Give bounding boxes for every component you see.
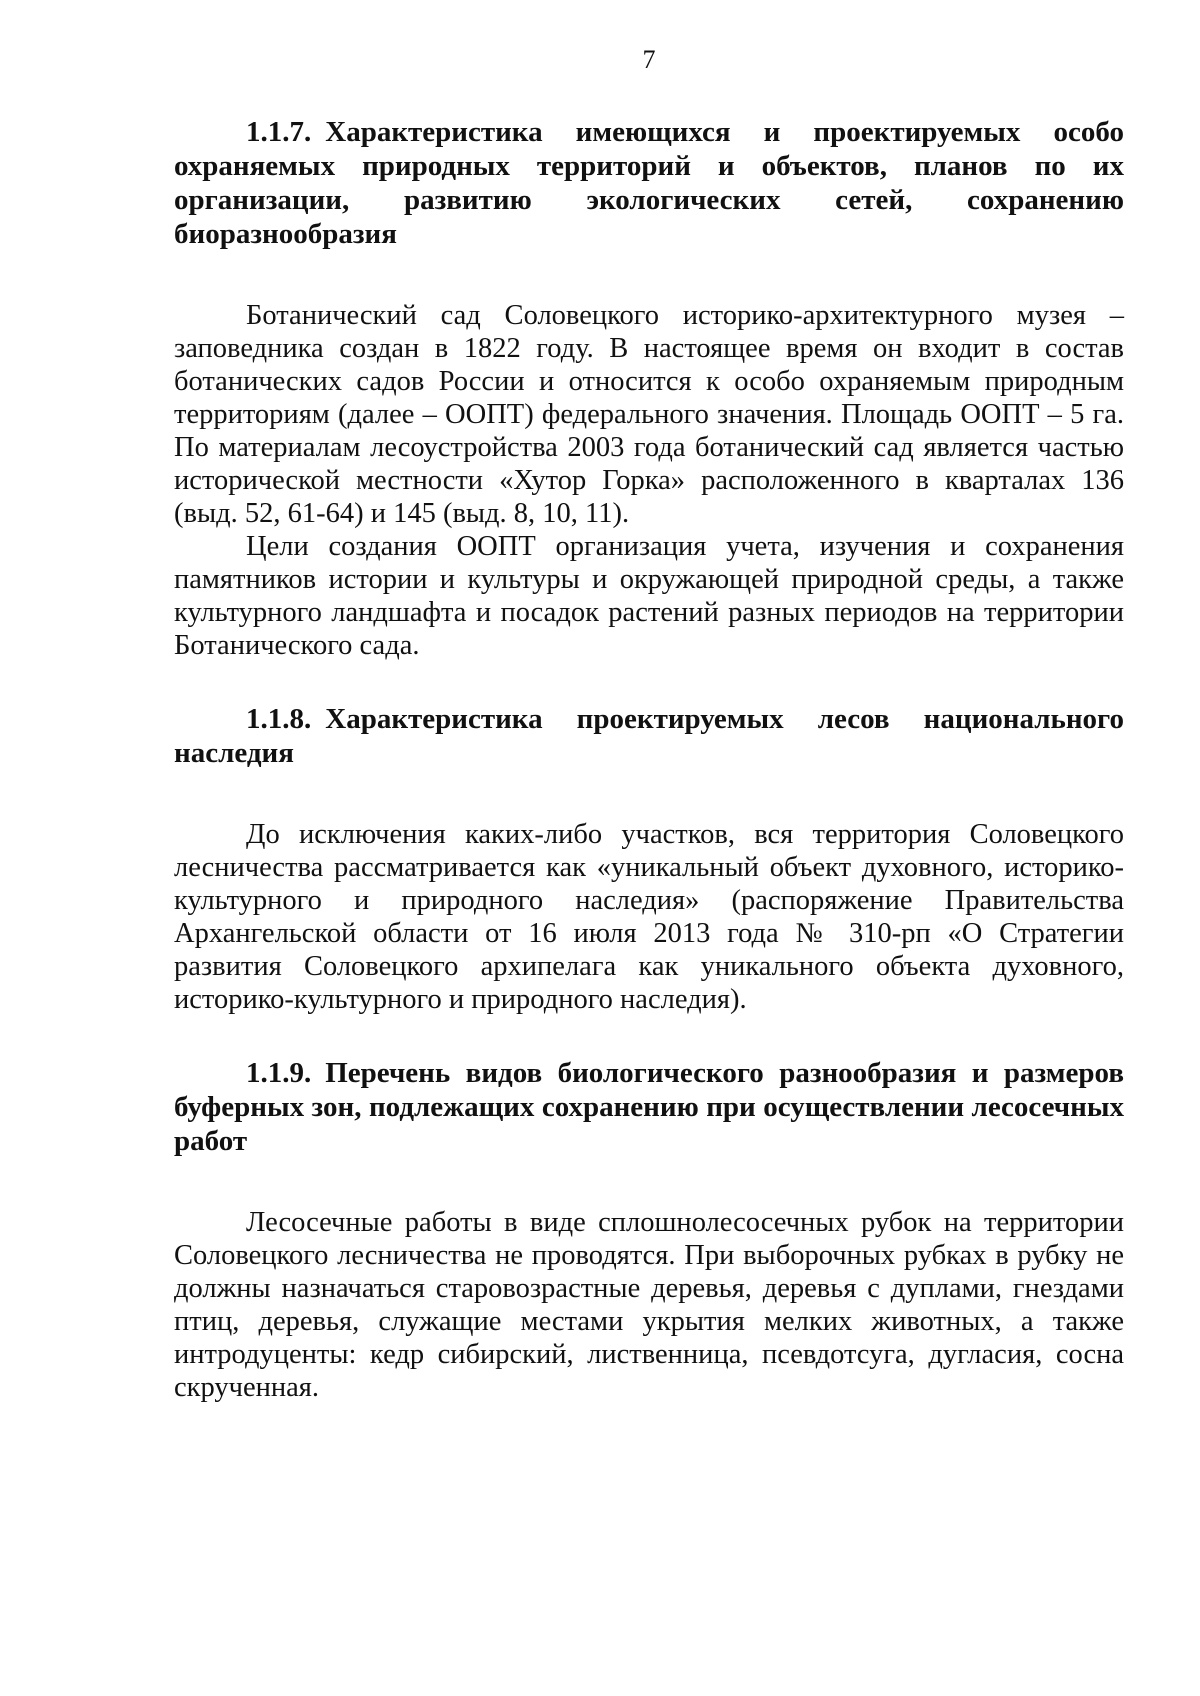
section-number: 1.1.7. [246,116,312,148]
document-content [174,115,1124,1404]
paragraph: Лесосечные работы в виде сплошнолесосечных рубок на территории Соловецкого лесничества не проводятся. При выборочных рубках в рубку не должны назначаться старовозрастные деревья, деревья с дуплами, гнездами птиц, деревья, служащие местами укрытия мелких животных, а также интродуценты: кедр сибирский, лиственница, псевдотсуга, дугласия, сосна скрученная. [174,1207,1124,1403]
paragraph: Ботанический сад Соловецкого историко-архитектурного музея – заповедника создан в 1822 году. В настоящее время он входит в состав ботанических садов России и относится к особо охраняемым природным территориям (далее – ООПТ) федерального значения. Площадь ООПТ – 5 га. По материалам лесоустройства 2003 года ботанический сад является частью исторической местности «Хутор Горка» расположенного в кварталах 136 (выд. 52, 61-64) и 145 (выд. 8, 10, 11). [174,300,1124,529]
section-1-1-9 [174,1056,1124,1404]
section-title: Характеристика имеющихся и проектируемых особо охраняемых природных территорий и объектов, планов по их организации, развитию экологических сетей, сохранению биоразнообразия [174,116,1124,250]
section-number: 1.1.8. [246,703,312,735]
paragraph: Цели создания ООПТ организация учета, изучения и сохранения памятников истории и культуры и окружающей природной среды, а также культурного ландшафта и посадок растений разных периодов на территории Ботанического сада. [174,531,1124,661]
section-heading [174,702,1124,770]
paragraph: До исключения каких-либо участков, вся территория Соловецкого лесничества рассматривается как «уникальный объект духовного, историко-культурного и природного наследия» (распоряжение Правительства Архангельской области от 16 июля 2013 года № 310-рп «О Стратегии развития Соловецкого архипелага как уникального объекта духовного, историко-культурного и природного наследия). [174,819,1124,1015]
section-1-1-7 [174,115,1124,662]
section-title: Характеристика проектируемых лесов национального наследия [174,703,1124,769]
section-heading [174,115,1124,251]
section-number: 1.1.9. [246,1057,312,1089]
section-title: Перечень видов биологического разнообразия и размеров буферных зон, подлежащих сохранению при осуществлении лесосечных работ [174,1057,1124,1157]
section-1-1-8 [174,702,1124,1016]
section-heading [174,1056,1124,1158]
page-number: 7 [642,45,656,74]
